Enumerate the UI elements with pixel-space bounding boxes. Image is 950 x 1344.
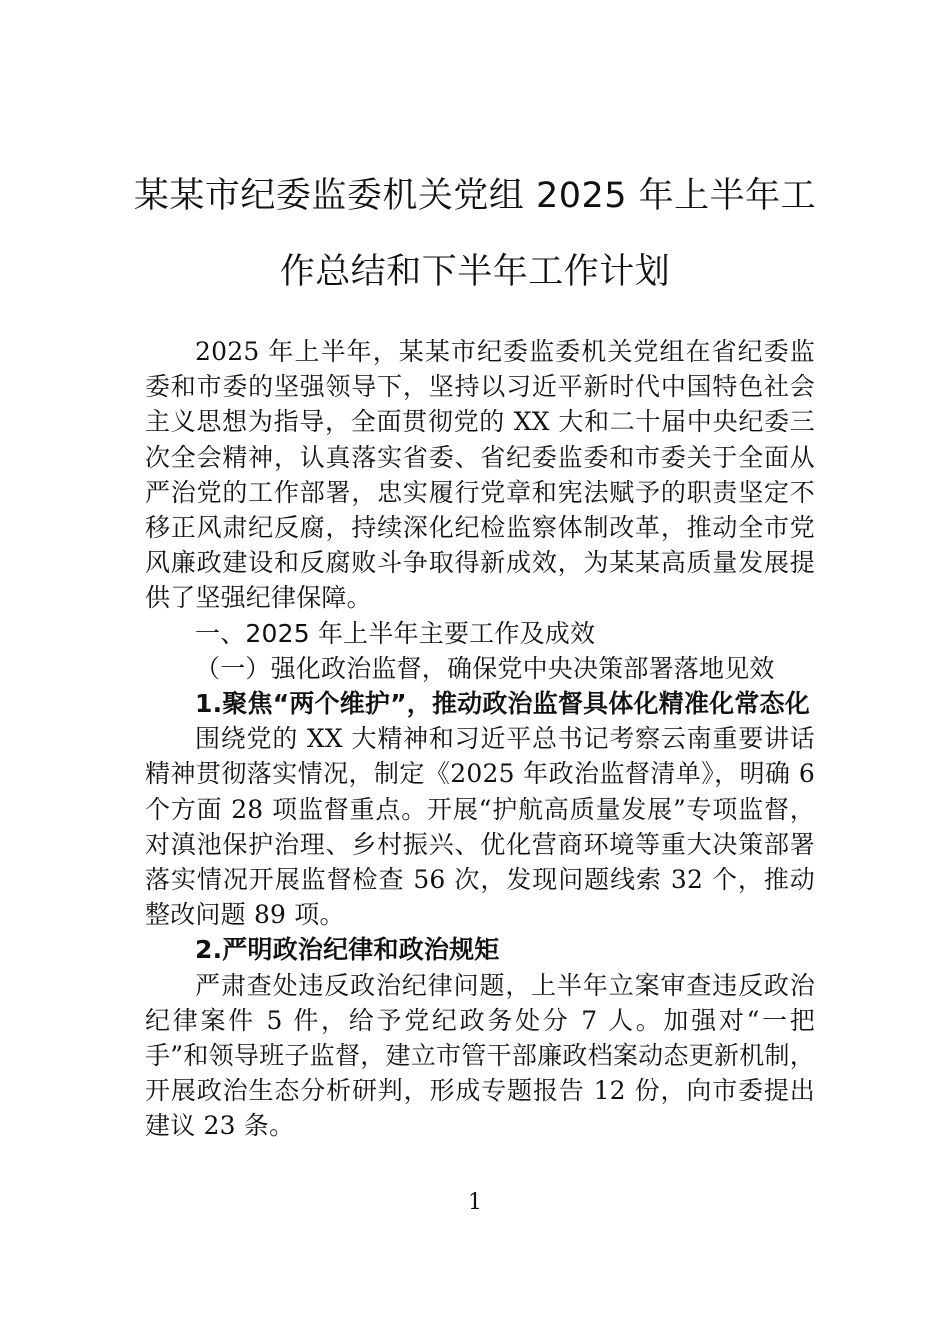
subsection-heading: （一）强化政治监督，确保党中央决策部署落地见效	[195, 653, 775, 683]
title-line-2: 作总结和下半年工作计划	[279, 252, 671, 292]
title-line-1: 某某市纪委监委机关党组 2025 年上半年工	[133, 176, 817, 216]
intro-paragraph: 2025 年上半年，某某市纪委监委机关党组在省纪委监委和市委的坚强领导下，坚持以习近平新时代中国特色社会主义思想为指导，全面贯彻党的 XX 大和二十届中央纪委三次全会精神，认真落实省委、省纪委监委和市委关于全面从严治党的工作部署，忠实履行党章和宪法赋予的职责坚定不移正风肃纪反腐，持续深化纪检监察体制改革，推动全市党风廉政建设和反腐败斗争取得新成效，为某某高质量发展提供了坚强纪律保障。	[145, 337, 815, 613]
document-title	[130, 158, 820, 310]
item-heading-2: 2.严明政治纪律和政治规矩	[195, 935, 500, 965]
item-body-1: 围绕党的 XX 大精神和习近平总书记考察云南重要讲话精神贯彻落实情况，制定《2025 年政治监督清单》，明确 6 个方面 28 项监督重点。开展“护航高质量发展”专项监督，对滇池保护治理、乡村振兴、优化营商环境等重大决策部署落实情况开展监督检查 56 次，发现问题线索 32 个，推动整改问题 89 项。	[145, 724, 815, 930]
page-number: 1	[468, 1190, 482, 1215]
item-heading-1: 1.聚焦“两个维护”，推动政治监督具体化精准化常态化	[195, 689, 810, 719]
document-body	[145, 334, 815, 1144]
section-heading: 一、2025 年上半年主要工作及成效	[195, 618, 596, 648]
item-body-2: 严肃查处违反政治纪律问题，上半年立案审查违反政治纪律案件 5 件，给予党纪政务处分 7 人。加强对“一把手”和领导班子监督，建立市管干部廉政档案动态更新机制，开展政治生态分析研判，形成专题报告 12 份，向市委提出建议 23 条。	[145, 970, 815, 1141]
